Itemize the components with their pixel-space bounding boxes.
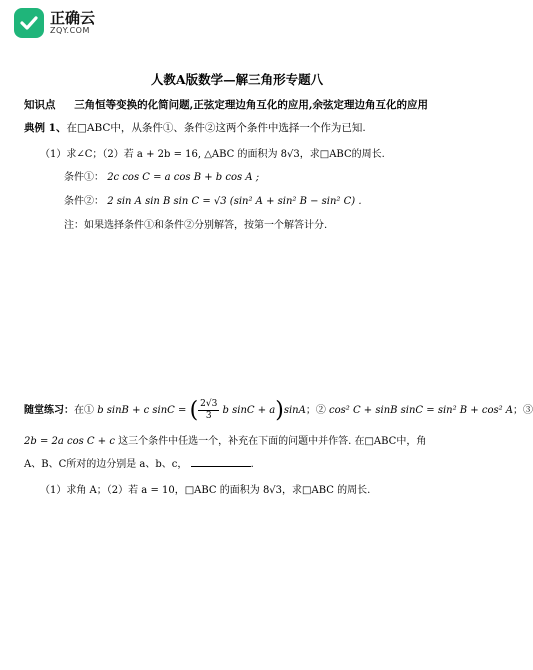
practice-line-2 bbox=[24, 432, 426, 447]
knowledge-point-label: 知识点 bbox=[24, 99, 56, 111]
condition-1-label: 条件①： bbox=[64, 172, 104, 183]
practice-line-2-text: 这三个条件中任选一个，补充在下面的问题中并作答. 在□ABC中，角 bbox=[118, 436, 427, 447]
condition-2-label: 条件②： bbox=[64, 196, 104, 207]
practice-line-3-text: A、B、C所对的边分别是 a、b、c， bbox=[24, 459, 188, 470]
page-title: 人教A版数学—解三角形专题八 bbox=[150, 72, 324, 87]
practice-fraction bbox=[198, 399, 219, 422]
practice-prefix: 在① bbox=[74, 405, 94, 416]
example1-condition-1 bbox=[64, 168, 259, 183]
example1-intro: 在□ABC中，从条件①、条件②这两个条件中选择一个作为已知. bbox=[66, 122, 366, 134]
example1-questions: （1）求∠C；（2）若 a + 2b = 16, △ABC 的面积为 8√3，求□ABC的周长. bbox=[40, 149, 385, 160]
example1-condition-2 bbox=[64, 192, 362, 207]
logo-name: 正确云 bbox=[50, 9, 96, 27]
condition-2-expression: 2 sin A sin B sin C = √3 (sin² A + sin² B − sin² C) . bbox=[107, 196, 362, 207]
practice-label: 随堂练习： bbox=[24, 405, 74, 416]
practice-expr-2: cos² C + sinB sinC = sin² B + cos² A bbox=[329, 405, 514, 416]
practice-expr-3: 2b = 2a cos C + c bbox=[24, 436, 115, 447]
fraction-denominator: 3 bbox=[205, 411, 212, 421]
logo-url: ZQY.COM bbox=[50, 26, 90, 35]
practice-line-3-end: . bbox=[250, 459, 254, 470]
answer-blank[interactable] bbox=[191, 456, 251, 467]
example1-intro-line bbox=[24, 120, 366, 135]
practice-end: ；③ bbox=[513, 405, 533, 416]
example1-label: 典例 1、 bbox=[24, 122, 67, 134]
practice-expr-1-tail: sinA bbox=[283, 405, 306, 416]
practice-mid: ；② bbox=[305, 405, 326, 416]
knowledge-point-text: 三角恒等变换的化简问题,正弦定理边角互化的应用,余弦定理边角互化的应用 bbox=[74, 99, 428, 111]
condition-1-expression: 2c cos C = a cos B + b cos A ; bbox=[107, 172, 260, 183]
practice-line-3 bbox=[24, 455, 254, 470]
brand-logo bbox=[14, 6, 134, 40]
knowledge-point bbox=[24, 97, 428, 112]
practice-expr-1-left: b sinB + c sinC = bbox=[97, 405, 187, 416]
practice-questions: （1）求角 A；（2）若 a = 10，□ABC 的面积为 8√3，求□ABC 的周长. bbox=[40, 485, 371, 496]
practice-line-1: 随堂练习：在① b sinB + c sinC = ( $\frac{2√3}{3}$ b sinC + a)sinA；② cos² C + sinB sinC = sin² B + cos² A；③ bbox=[24, 398, 533, 423]
practice-expr-1-right: b sinC + a bbox=[222, 405, 276, 416]
fraction-numerator: 2√3 bbox=[200, 399, 218, 409]
example1-note: 注：如果选择条件①和条件②分别解答，按第一个解答计分. bbox=[64, 220, 328, 231]
check-cloud-icon bbox=[14, 8, 44, 38]
